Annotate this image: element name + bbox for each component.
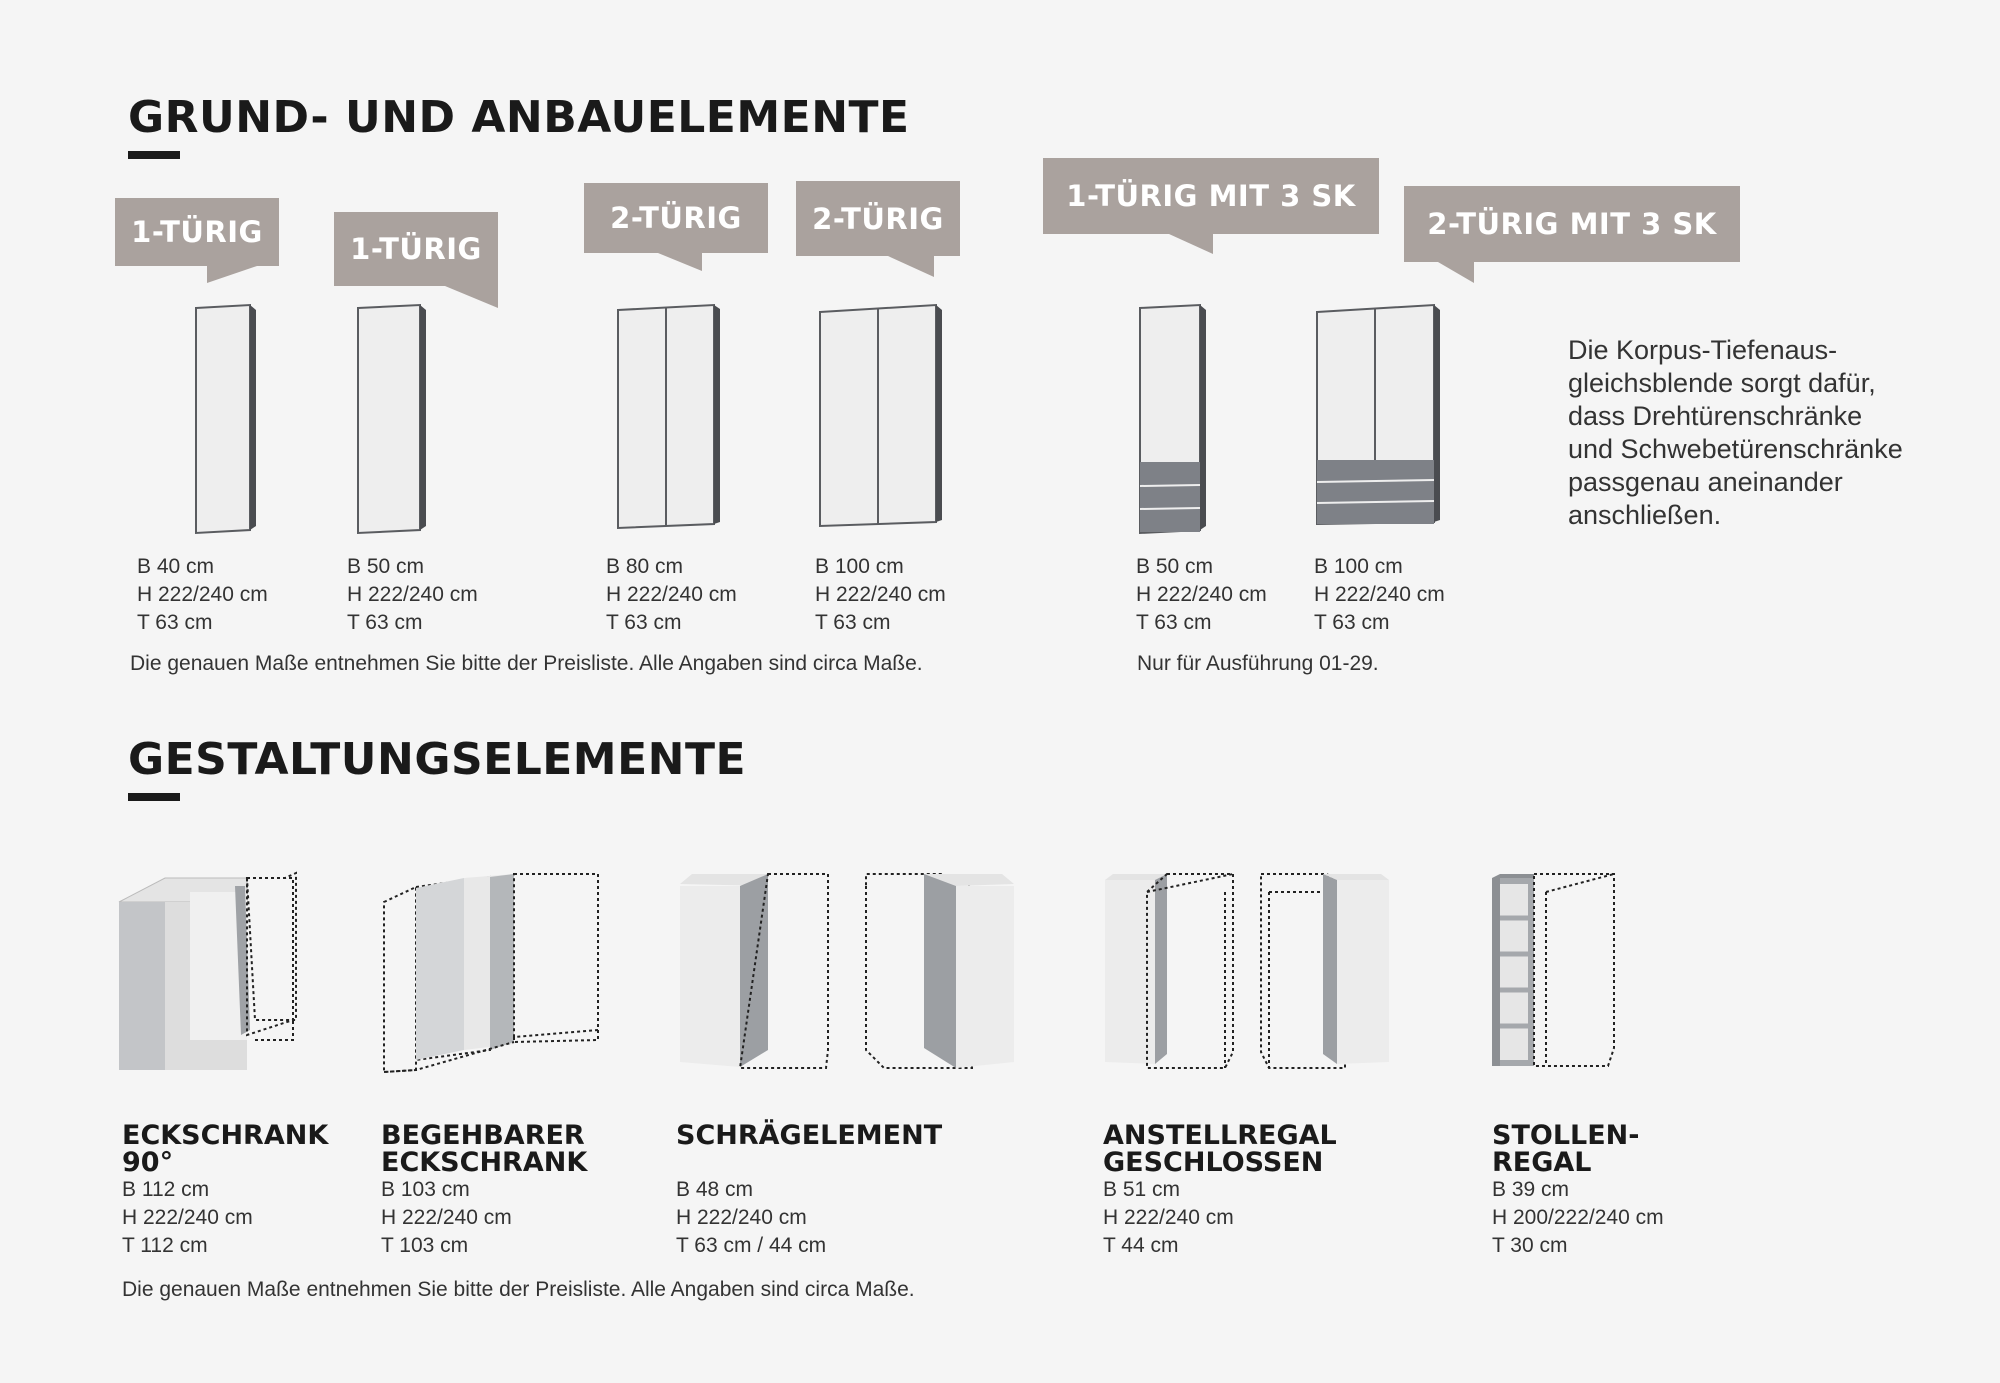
- badge-label: 1-TÜRIG MIT 3 SK: [1066, 179, 1356, 213]
- element-anstellregal: [1103, 1122, 1337, 1260]
- element-name: ANSTELLREGAL: [1103, 1120, 1337, 1151]
- badge-1-tuerig-3sk: [1043, 158, 1379, 234]
- badge-pointer: [1169, 234, 1213, 254]
- badge-pointer: [888, 256, 934, 277]
- width-value: B 103 cm: [381, 1178, 470, 1201]
- depth-value: T 44 cm: [1103, 1234, 1179, 1257]
- depth-value: T 63 cm: [1314, 611, 1390, 634]
- width-value: B 80 cm: [606, 555, 684, 578]
- dims-item-5: [1136, 553, 1267, 637]
- height-value: H 222/240 cm: [347, 583, 478, 606]
- title-underline: [128, 151, 180, 159]
- element-dims: [1492, 1176, 1664, 1260]
- wardrobe-2-tuerig-3sk-image: [1312, 300, 1442, 530]
- depth-value: T 63 cm: [1136, 611, 1212, 634]
- depth-value: T 63 cm: [815, 611, 891, 634]
- title-underline: [128, 793, 180, 801]
- badge-pointer: [445, 286, 498, 308]
- anstellregal-image-b: [1257, 872, 1392, 1072]
- width-value: B 100 cm: [815, 555, 904, 578]
- badge-pointer: [207, 266, 257, 283]
- badge-label: 2-TÜRIG: [812, 201, 944, 236]
- dims-item-3: [606, 553, 737, 637]
- width-value: B 112 cm: [122, 1178, 210, 1201]
- height-value: H 222/240 cm: [606, 583, 737, 606]
- height-value: H 222/240 cm: [122, 1206, 253, 1229]
- depth-value: T 63 cm / 44 cm: [676, 1234, 827, 1257]
- width-value: B 40 cm: [137, 555, 215, 578]
- dims-item-4: [815, 553, 946, 637]
- height-value: H 222/240 cm: [1136, 583, 1267, 606]
- depth-value: T 30 cm: [1492, 1234, 1568, 1257]
- height-value: H 222/240 cm: [381, 1206, 512, 1229]
- schraegelement-image-a: [678, 872, 833, 1072]
- wardrobe-1-tuerig-50-image: [352, 300, 432, 540]
- width-value: B 39 cm: [1492, 1178, 1570, 1201]
- side-line: Die Korpus-Tiefenaus-: [1568, 335, 1838, 365]
- stollenregal-image: [1490, 872, 1620, 1072]
- width-value: B 51 cm: [1103, 1178, 1181, 1201]
- element-name: STOLLEN-: [1492, 1120, 1640, 1151]
- side-line: dass Drehtürenschränke: [1568, 401, 1863, 431]
- element-schraegelement: [676, 1122, 942, 1260]
- badge-pointer: [658, 253, 702, 271]
- badge-label: 2-TÜRIG: [610, 201, 742, 235]
- badge-2-tuerig-3sk: [1404, 186, 1740, 262]
- element-stollenregal: [1492, 1122, 1664, 1260]
- schraegelement-image-b: [862, 872, 1017, 1072]
- side-line: und Schwebetürenschränke: [1568, 434, 1903, 464]
- badge-pointer: [1438, 262, 1474, 283]
- version-note: Nur für Ausführung 01-29.: [1137, 652, 1379, 675]
- width-value: B 50 cm: [347, 555, 425, 578]
- wardrobe-2-tuerig-100-image: [814, 300, 944, 540]
- element-name: REGAL: [1492, 1147, 1592, 1178]
- eckschrank-90-image: [115, 870, 305, 1075]
- price-list-note-bottom: Die genauen Maße entnehmen Sie bitte der Preisliste. Alle Angaben sind circa Maße.: [122, 1278, 915, 1301]
- price-list-note: Die genauen Maße entnehmen Sie bitte der Preisliste. Alle Angaben sind circa Maße.: [130, 652, 923, 675]
- anstellregal-image-a: [1103, 872, 1238, 1072]
- badge-label: 2-TÜRIG MIT 3 SK: [1427, 207, 1717, 241]
- width-value: B 50 cm: [1136, 555, 1214, 578]
- height-value: H 222/240 cm: [1314, 583, 1445, 606]
- badge-1-tuerig-a: [115, 198, 279, 266]
- height-value: H 222/240 cm: [676, 1206, 807, 1229]
- badge-1-tuerig-b: [334, 212, 498, 286]
- side-line: gleichsblende sorgt dafür,: [1568, 368, 1876, 398]
- element-eckschrank: [122, 1122, 328, 1260]
- side-description: [1568, 334, 1903, 532]
- element-dims: [122, 1176, 328, 1260]
- width-value: B 100 cm: [1314, 555, 1403, 578]
- element-name: 90°: [122, 1147, 174, 1178]
- dims-item-2: [347, 553, 478, 637]
- badge-label: 1-TÜRIG: [350, 232, 482, 266]
- element-name: [676, 1149, 942, 1176]
- section-title-grund: GRUND- UND ANBAUELEMENTE: [128, 92, 910, 143]
- wardrobe-1-tuerig-40-image: [190, 300, 260, 540]
- depth-value: T 63 cm: [606, 611, 682, 634]
- element-dims: [1103, 1176, 1337, 1260]
- badge-label: 1-TÜRIG: [131, 215, 263, 249]
- width-value: B 48 cm: [676, 1178, 754, 1201]
- element-dims: [381, 1176, 587, 1260]
- element-name: BEGEHBARER: [381, 1120, 585, 1151]
- badge-2-tuerig-b: [796, 181, 960, 256]
- element-name: ECKSCHRANK: [381, 1147, 588, 1178]
- element-name: GESCHLOSSEN: [1103, 1147, 1324, 1178]
- depth-value: T 63 cm: [137, 611, 213, 634]
- wardrobe-2-tuerig-80-image: [612, 300, 722, 540]
- dims-item-6: [1314, 553, 1445, 637]
- side-line: passgenau aneinander: [1568, 467, 1843, 497]
- dims-item-1: [137, 553, 268, 637]
- wardrobe-1-tuerig-3sk-image: [1134, 300, 1214, 540]
- depth-value: T 63 cm: [347, 611, 423, 634]
- badge-2-tuerig-a: [584, 183, 768, 253]
- element-begehbarer-eckschrank: [381, 1122, 587, 1260]
- height-value: H 222/240 cm: [1103, 1206, 1234, 1229]
- height-value: H 222/240 cm: [815, 583, 946, 606]
- depth-value: T 112 cm: [122, 1234, 208, 1257]
- height-value: H 222/240 cm: [137, 583, 268, 606]
- element-dims: [676, 1176, 942, 1260]
- element-name: ECKSCHRANK: [122, 1120, 329, 1151]
- side-line: anschließen.: [1568, 500, 1722, 530]
- element-name: SCHRÄGELEMENT: [676, 1120, 943, 1151]
- section-title-gestaltung: GESTALTUNGSELEMENTE: [128, 734, 747, 785]
- begehbarer-eckschrank-image: [382, 872, 602, 1077]
- depth-value: T 103 cm: [381, 1234, 469, 1257]
- height-value: H 200/222/240 cm: [1492, 1206, 1664, 1229]
